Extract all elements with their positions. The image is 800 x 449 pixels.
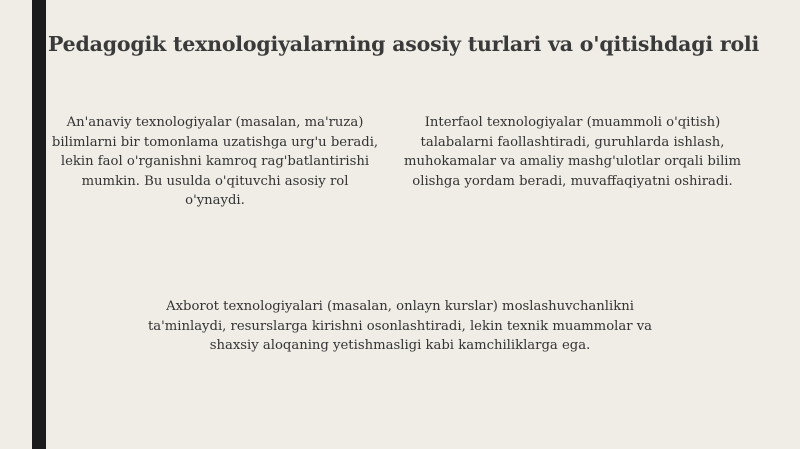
information-technologies-text: Axborot texnologiyalari (masalan, onlayn kurslar) moslashuvchanlikni ta'minlaydi, resurslarga kirishni osonlashtiradi, lekin texnik muammolar va shaxsiy aloqaning yetishmasligi kabi kamchiliklarga ega.: [147, 299, 653, 353]
slide-title: Pedagogik texnologiyalarning asosiy turlari va o'qitishdagi roli: [48, 32, 760, 56]
traditional-technologies-text: An'anaviy texnologiyalar (masalan, ma'ruza) bilimlarni bir tomonlama uzatishga urg'u beradi, lekin faol o'rganishni kamroq rag'batlantirishi mumkin. Bu usulda o'qituvchi asosiy rol o'ynaydi.: [51, 115, 379, 208]
accent-bar: [32, 0, 46, 449]
interactive-technologies-text: Interfaol texnologiyalar (muammoli o'qitish) talabalarni faollashtiradi, guruhlarda ishlash, muhokamalar va amaliy mashg'ulotlar orqali bilim olishga yordam beradi, muvaffaqiyatni oshiradi.: [403, 115, 742, 189]
